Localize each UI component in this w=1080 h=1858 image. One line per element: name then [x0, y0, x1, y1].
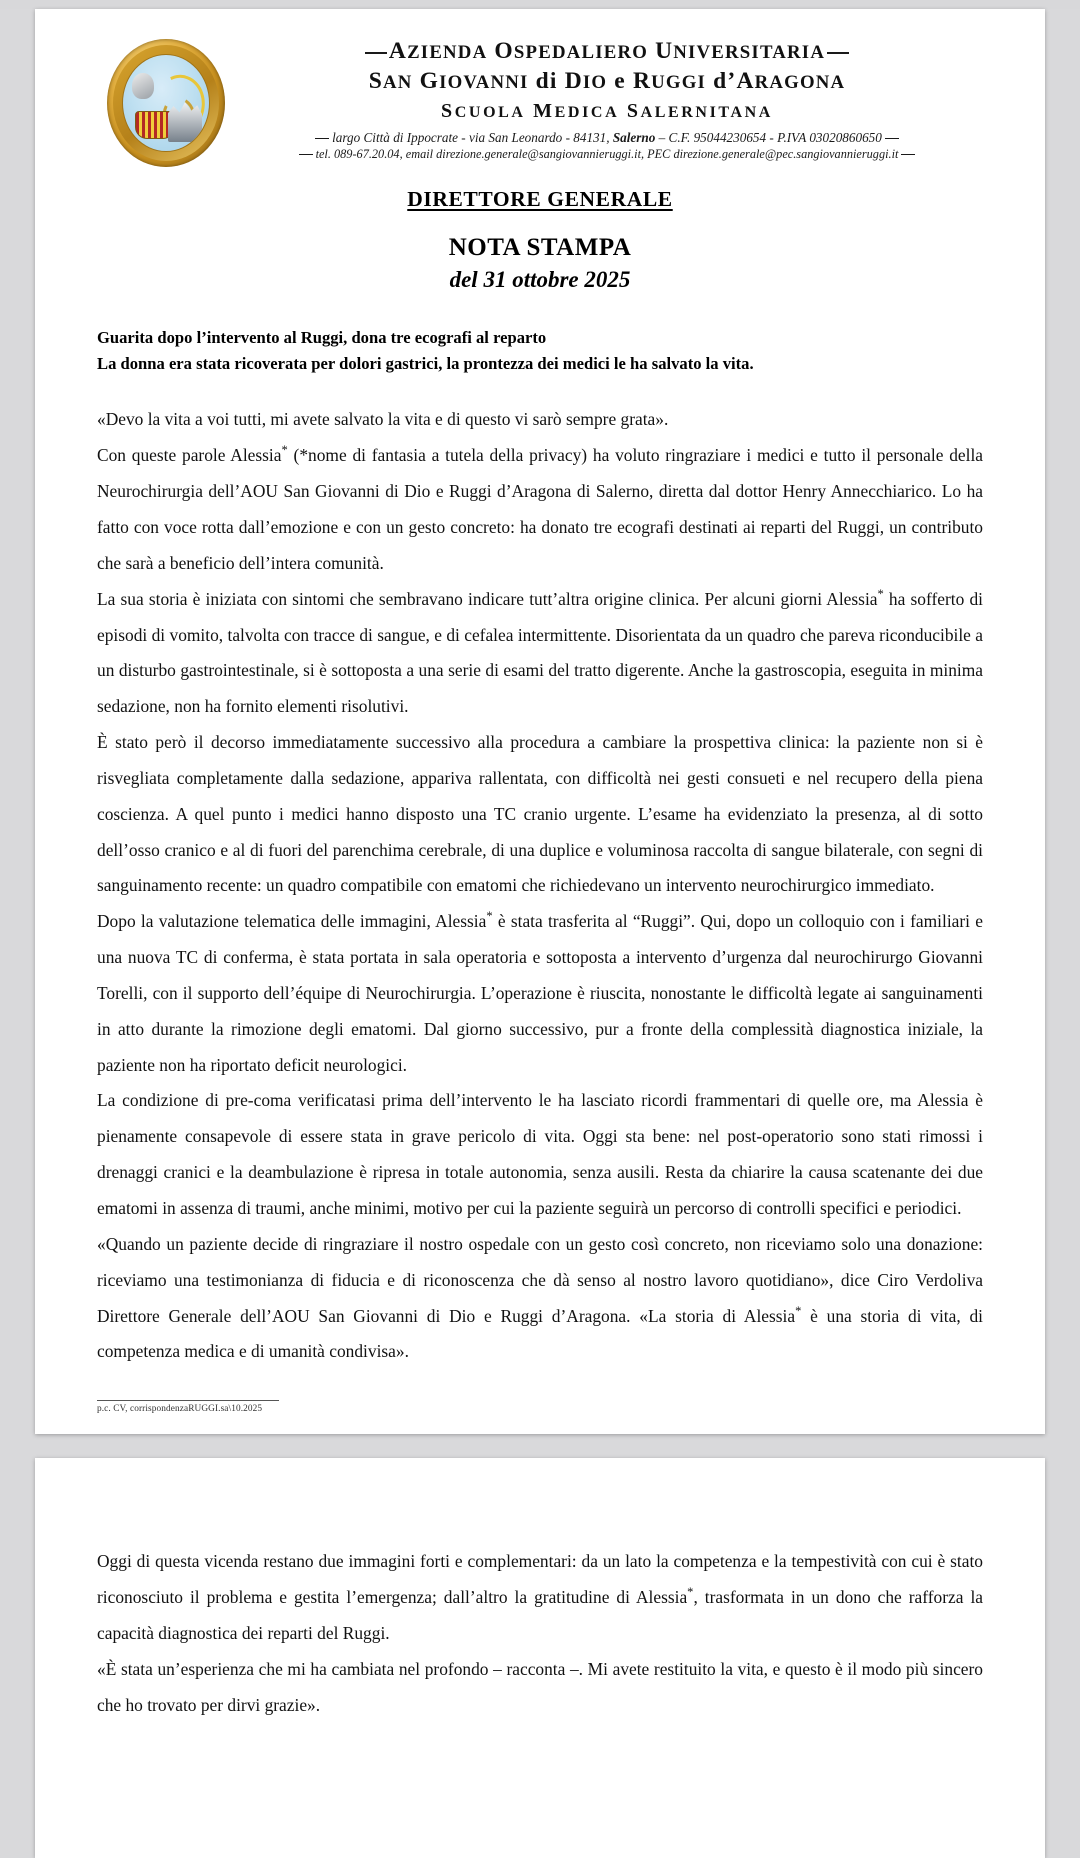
pec-address: direzione.generale@pec.sangiovannieruggi.it	[670, 146, 899, 161]
footnote-block	[97, 1400, 983, 1414]
page-2-paragraph-1	[97, 1544, 983, 1652]
paragraph-4	[97, 725, 983, 904]
director-general-heading: DIRETTORE GENERALE	[407, 187, 673, 211]
organization-name-line-3: SCUOLA MEDICA SALERNITANA	[441, 100, 773, 123]
address-prefix: largo Città di Ippocrate - via San Leonardo - 84131,	[332, 130, 613, 146]
page-2-body-block	[97, 1544, 983, 1723]
address-suffix: – C.F. 95044230654 - P.IVA 03020860650	[655, 130, 882, 146]
paragraph-1	[97, 402, 983, 438]
paragraph-1-text: «Devo la vita a voi tutti, mi avete salvato la vita e di questo vi sarò sempre grata».	[97, 409, 669, 430]
contact-rule-left	[299, 154, 313, 155]
letterhead-contact-line	[231, 147, 983, 163]
paragraph-3-text-b: ha sofferto di episodi di vomito, talvolta con tracce di sangue, e di cefalea intermittente. Disorientata da un quadro che pareva riconducibile a un disturbo gastrointestinale, si è sottoposta a una serie di esami del tratto digerente. Anche la gastroscopia, eseguita in minima sedazione, non ha fornito elementi risolutivi.	[97, 588, 983, 717]
paragraph-5	[97, 904, 983, 1083]
organization-name-line-2: SAN GIOVANNI di DIO e RUGGI d’ARAGONA	[368, 67, 846, 94]
paragraph-6-text: La condizione di pre-coma verificatasi prima dell’intervento le ha lasciato ricordi frammentari di quelle ore, ma Alessia è pienamente consapevole di essere stata in grave pericolo di vita. Oggi sta bene: nel post-operatorio sono stati rimossi i drenaggi cranici e la deambulazione è ripresa in totale autonomia, senza ausili. Resta da chiarire la causa scatenante dei due ematomi in assenza di traumi, anche minimi, motivo per cui la paziente seguirà un percorso di controlli specifici e periodici.	[97, 1090, 983, 1218]
paragraph-6	[97, 1083, 983, 1226]
seal-bust-icon	[132, 73, 154, 99]
paragraph-4-text: È stato però il decorso immediatamente successivo alla procedura a cambiare la prospettiva clinica: la paziente non si è risvegliata completamente dalla sedazione, appariva rallentata, con difficoltà nei gesti consueti e nel recupero della piena coscienza. A quel punto i medici hanno disposto una TC cranio urgente. L’esame ha evidenziato la presenza, al di sotto dell’osso cranico e al di fuori del parenchima cerebrale, di una duplice e voluminosa raccolta di sangue bilaterale, con segni di sanguinamento recente: un quadro compatibile con ematomi che richiedevano un intervento neurochirurgico immediato.	[97, 732, 983, 896]
asterisk-marker: *	[486, 909, 493, 924]
screenshot-viewport	[0, 9, 1080, 1858]
seal-figures-icon	[168, 102, 202, 142]
rule-right	[827, 52, 849, 54]
headline-secondary: La donna era stata ricoverata per dolori gastrici, la prontezza dei medici le ha salvato la vita.	[97, 353, 754, 373]
page-2-paragraph-1-text-b: , trasformata in un dono che rafforza la capacità diagnostica dei reparti del Ruggi.	[97, 1587, 983, 1643]
paragraph-2	[97, 438, 983, 581]
asterisk-marker: *	[877, 586, 884, 601]
paragraph-7	[97, 1227, 983, 1370]
paragraph-2-text-a: Con queste parole Alessia	[97, 445, 282, 466]
paragraph-7-text-a: «Quando un paziente decide di ringraziare il nostro ospedale con un gesto così concreto, non riceviamo solo una donazione: riceviamo una testimonianza di fiducia e di riconoscenza che dà senso al nostro lavoro quotidiano», dice Ciro Verdoliva Direttore Generale dell’AOU San Giovanni di Dio e Ruggi d’Aragona. «La storia di Alessia	[97, 1233, 983, 1326]
body-text-block	[97, 402, 983, 1370]
document-page-2	[35, 1458, 1045, 1858]
paragraph-7-text-b: è una storia di vita, di competenza medica e di umanità condivisa».	[97, 1305, 983, 1362]
organization-line-1-text: AZIENDA OSPEDALIERO UNIVERSITARIA	[388, 38, 826, 64]
paragraph-2-text-b: (*nome di fantasia a tutela della privacy) ha voluto ringraziare i medici e tutto il personale della Neurochirurgia dell’AOU San Giovanni di Dio e Ruggi d’Aragona di Salerno, diretta dal dottor Henry Annecchiarico. Lo ha fatto con voce rotta dall’emozione e con un gesto concreto: ha donato tre ecografi destinati ai reparti del Ruggi, un contributo che sarà a beneficio dell’intera comunità.	[97, 445, 983, 573]
paragraph-5-text-a: Dopo la valutazione telematica delle immagini, Alessia	[97, 911, 487, 932]
page-2-paragraph-2-text: «È stata un’esperienza che mi ha cambiata nel profondo – racconta –. Mi avete restituito la vita, e questo è il modo più sincero che ho trovato per dirvi grazie».	[97, 1658, 983, 1715]
pec-label: PEC	[647, 146, 671, 161]
headline-primary: Guarita dopo l’intervento al Ruggi, dona tre ecografi al reparto	[97, 328, 547, 347]
hospital-seal-logo-icon	[107, 39, 225, 167]
rule-left	[365, 52, 387, 54]
address-city: Salerno	[612, 130, 656, 146]
page-2-paragraph-1-text-a: Oggi di questa vicenda restano due immagini forti e complementari: da un lato la competenza e la tempestività con cui è stato riconosciuto il problema e gestita l’emergenza; dall’altro la gratitudine di Alessia	[97, 1551, 983, 1608]
asterisk-marker: *	[281, 443, 288, 458]
footnote-text: p.c. CV, corrispondenzaRUGGI.sa\10.2025	[97, 1404, 263, 1415]
organization-name-line-1	[231, 37, 983, 66]
page-2-paragraph-2	[97, 1652, 983, 1724]
paragraph-3-text-a: La sua storia è iniziata con sintomi che sembravano indicare tutt’altra origine clinica. Per alcuni giorni Alessia	[97, 588, 878, 609]
contact-rule-right	[901, 154, 915, 155]
address-rule-left	[315, 138, 329, 139]
letterhead-text-block	[231, 35, 983, 163]
document-page-1	[35, 9, 1045, 1434]
address-rule-right	[885, 138, 899, 139]
asterisk-marker: *	[687, 1585, 694, 1600]
document-date: del 31 ottobre 2025	[449, 267, 631, 292]
email-address: direzione.generale@sangiovannieruggi.it,	[433, 146, 648, 161]
seal-face	[122, 54, 210, 152]
page-title: NOTA STAMPA	[448, 234, 632, 261]
contact-telephone: tel. 089-67.20.04,	[315, 146, 406, 161]
paragraph-5-text-b: è stata trasferita al “Ruggi”. Qui, dopo un colloquio con i familiari e una nuova TC di conferma, è stata portata in sala operatoria e sottoposta a intervento d’urgenza dal neurochirurgo Giovanni Torelli, con il supporto dell’équipe di Neurochirurgia. L’operazione è riuscita, nonostante le difficoltà legate ai sanguinamenti in atto durante la rimozione degli ematomi. Dal giorno successivo, pur a fronte della complessità diagnostica iniziale, la paziente non ha riportato deficit neurologici.	[97, 911, 983, 1075]
letterhead	[97, 35, 983, 167]
footnote-divider	[97, 1400, 279, 1401]
asterisk-marker: *	[795, 1303, 802, 1318]
headline-block	[97, 325, 983, 376]
paragraph-3	[97, 582, 983, 725]
letterhead-address-line	[231, 129, 983, 147]
email-label: email	[405, 146, 434, 161]
